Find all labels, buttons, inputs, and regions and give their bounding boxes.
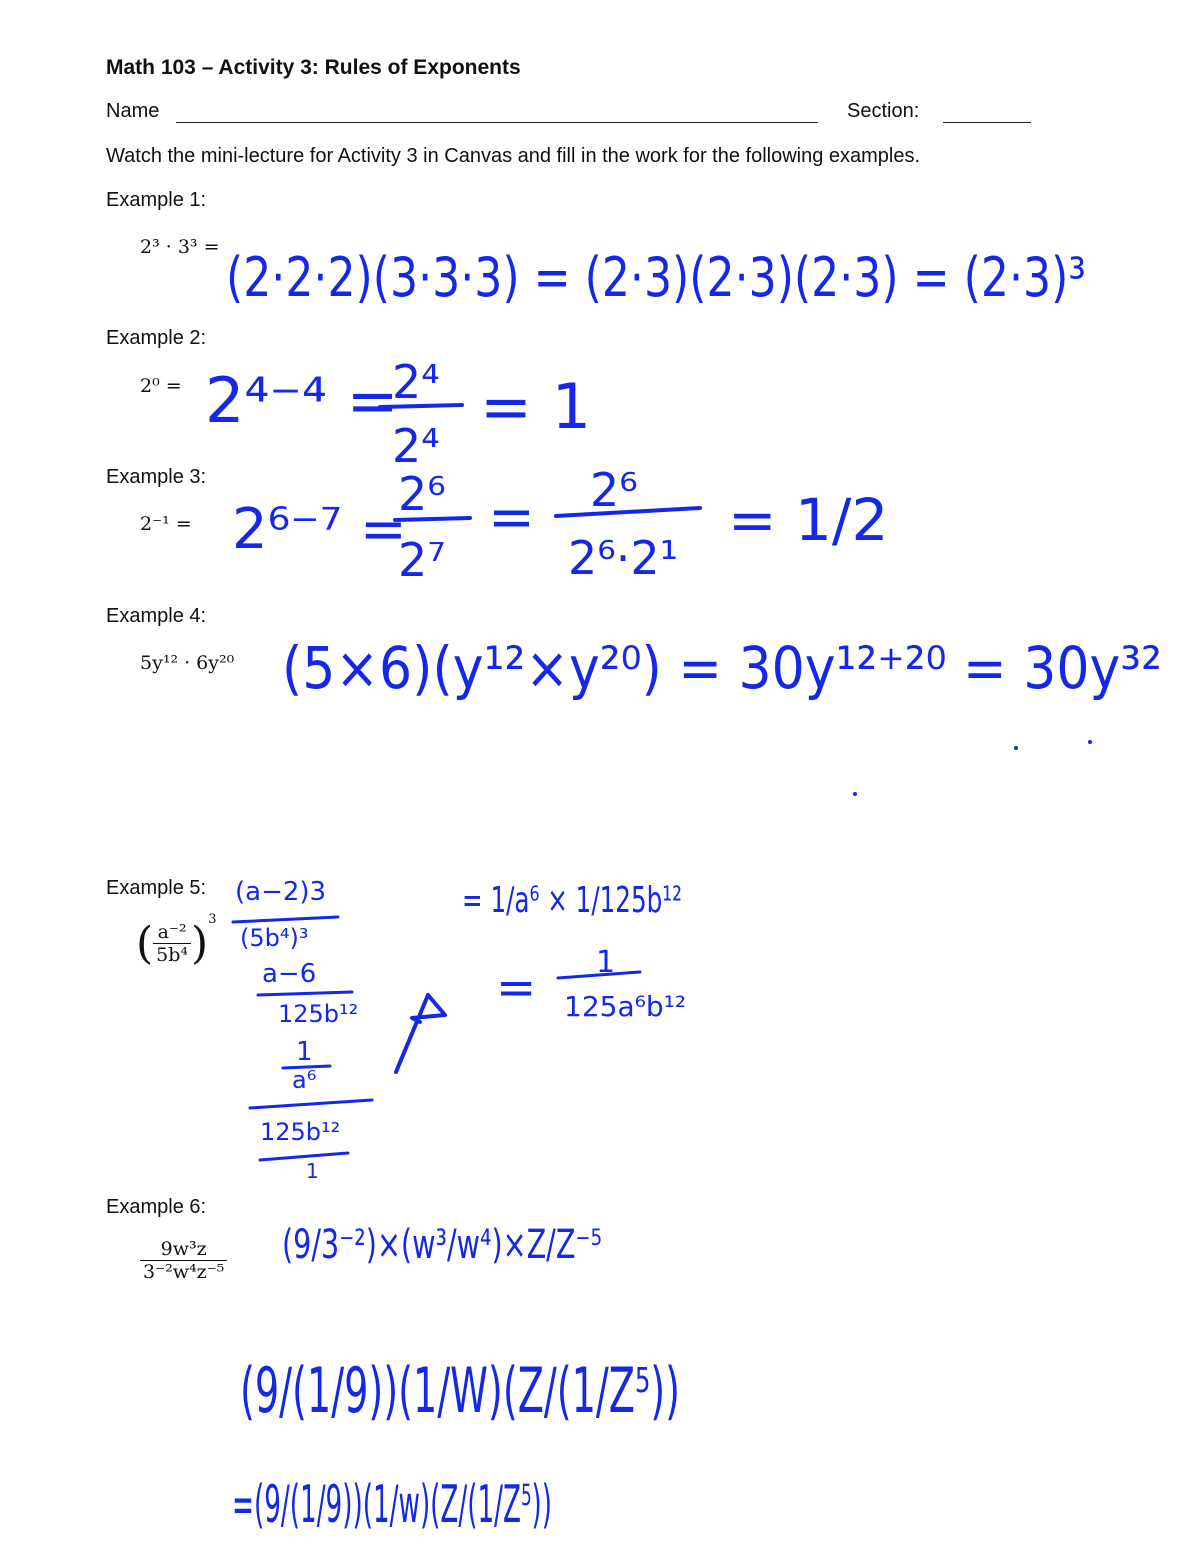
example-4-problem: 5y¹² · 6y²⁰ [140,652,235,674]
example-5-denominator: 5b⁴ [156,944,189,966]
ex3-fraction-bar-1 [395,518,470,520]
ex5-step2-num: a−6 [262,959,317,989]
ex5-step3-den: 125b¹² [260,1118,341,1146]
example-5-numerator: a⁻² [153,921,191,944]
ex2-fraction-bar [380,405,462,407]
ex5-step3-mid: a⁶ [292,1066,317,1094]
ex5-result-equals: = [496,960,537,1016]
ex5-bar-1 [233,917,338,922]
ex3-step-d: = 1/2 [728,486,889,554]
ex5-step3-bottom: 1 [306,1159,319,1183]
ex3-step-b-num: 2⁶ [398,467,446,521]
ex5-step2-den: 125b¹² [278,1000,359,1028]
example-4-label: Example 4: [106,605,207,627]
example-5-label: Example 5: [106,877,207,899]
ex2-step-a: 2⁴⁻⁴ = [205,364,399,437]
ink-dot [1088,740,1092,744]
ink-dot [1014,746,1018,750]
example-1-problem: 2³ · 3³ = [140,236,220,258]
example-5-problem: ( $\frac{\text{a⁻²}}{\text{5b⁴}}$ )$^3$ [136,911,217,969]
example-3-label: Example 3: [106,466,207,488]
ex5-bar-4 [250,1100,372,1108]
name-label: Name [106,100,160,122]
ex2-step-b-den: 2⁴ [392,419,440,473]
ex3-step-b-den: 2⁷ [398,533,446,587]
ex5-step1-den: (5b⁴)³ [240,924,309,952]
ex6-line-1: (9/3⁻²)×(w³/w⁴)×Z/Z⁻⁵ [282,1222,602,1268]
ex3-step-c-num: 2⁶ [590,463,638,517]
ex5-result-2-den: 125a⁶b¹² [564,990,687,1023]
ex5-step1-num: (a−2)3 [235,877,327,907]
example-2-problem: 2⁰ = [140,375,182,397]
example-6-numerator: 9w³z [140,1238,227,1261]
ex3-step-c-den: 2⁶·2¹ [568,531,679,585]
ex2-step-b-num: 2⁴ [392,355,440,409]
example-5-exponent: 3 [208,911,217,927]
ex4-work: (5×6)(y¹²×y²⁰) = 30y¹²⁺²⁰ = 30y³² [282,634,1162,702]
ex1-work: (2·2·2)(3·3·3) = (2·3)(2·3)(2·3) = (2·3)³ [226,246,1086,309]
arrow-icon [396,995,445,1072]
ex5-result-1: = 1/a⁶ × 1/125b¹² [462,880,682,921]
ex2-step-c: = 1 [480,370,592,443]
ex5-step3-top: 1 [296,1037,313,1067]
example-6-label: Example 6: [106,1196,207,1218]
example-6-denominator: 3⁻²w⁴z⁻⁵ [143,1261,225,1283]
example-1-label: Example 1: [106,189,207,211]
ex5-result-2-num: 1 [596,945,616,980]
ex3-step-a: 2⁶⁻⁷ = [232,497,407,562]
ex5-bar-2 [258,992,352,995]
page-title: Math 103 – Activity 3: Rules of Exponents [106,56,521,79]
ex6-line-3: =(9/(1/9))(1/w)(Z/(1/Z⁵)) [232,1475,552,1535]
example-2-label: Example 2: [106,327,207,349]
example-3-problem: 2⁻¹ = [140,513,192,535]
section-label: Section: [847,100,920,122]
ex6-line-2: (9/(1/9))(1/W)(Z/(1/Z⁵)) [240,1354,680,1427]
instructions: Watch the mini-lecture for Activity 3 in Canvas and fill in the work for the following examples. [106,145,921,167]
ex5-bar-5 [260,1153,348,1160]
ink-dot [853,792,857,796]
ex3-equals: = [488,485,535,550]
